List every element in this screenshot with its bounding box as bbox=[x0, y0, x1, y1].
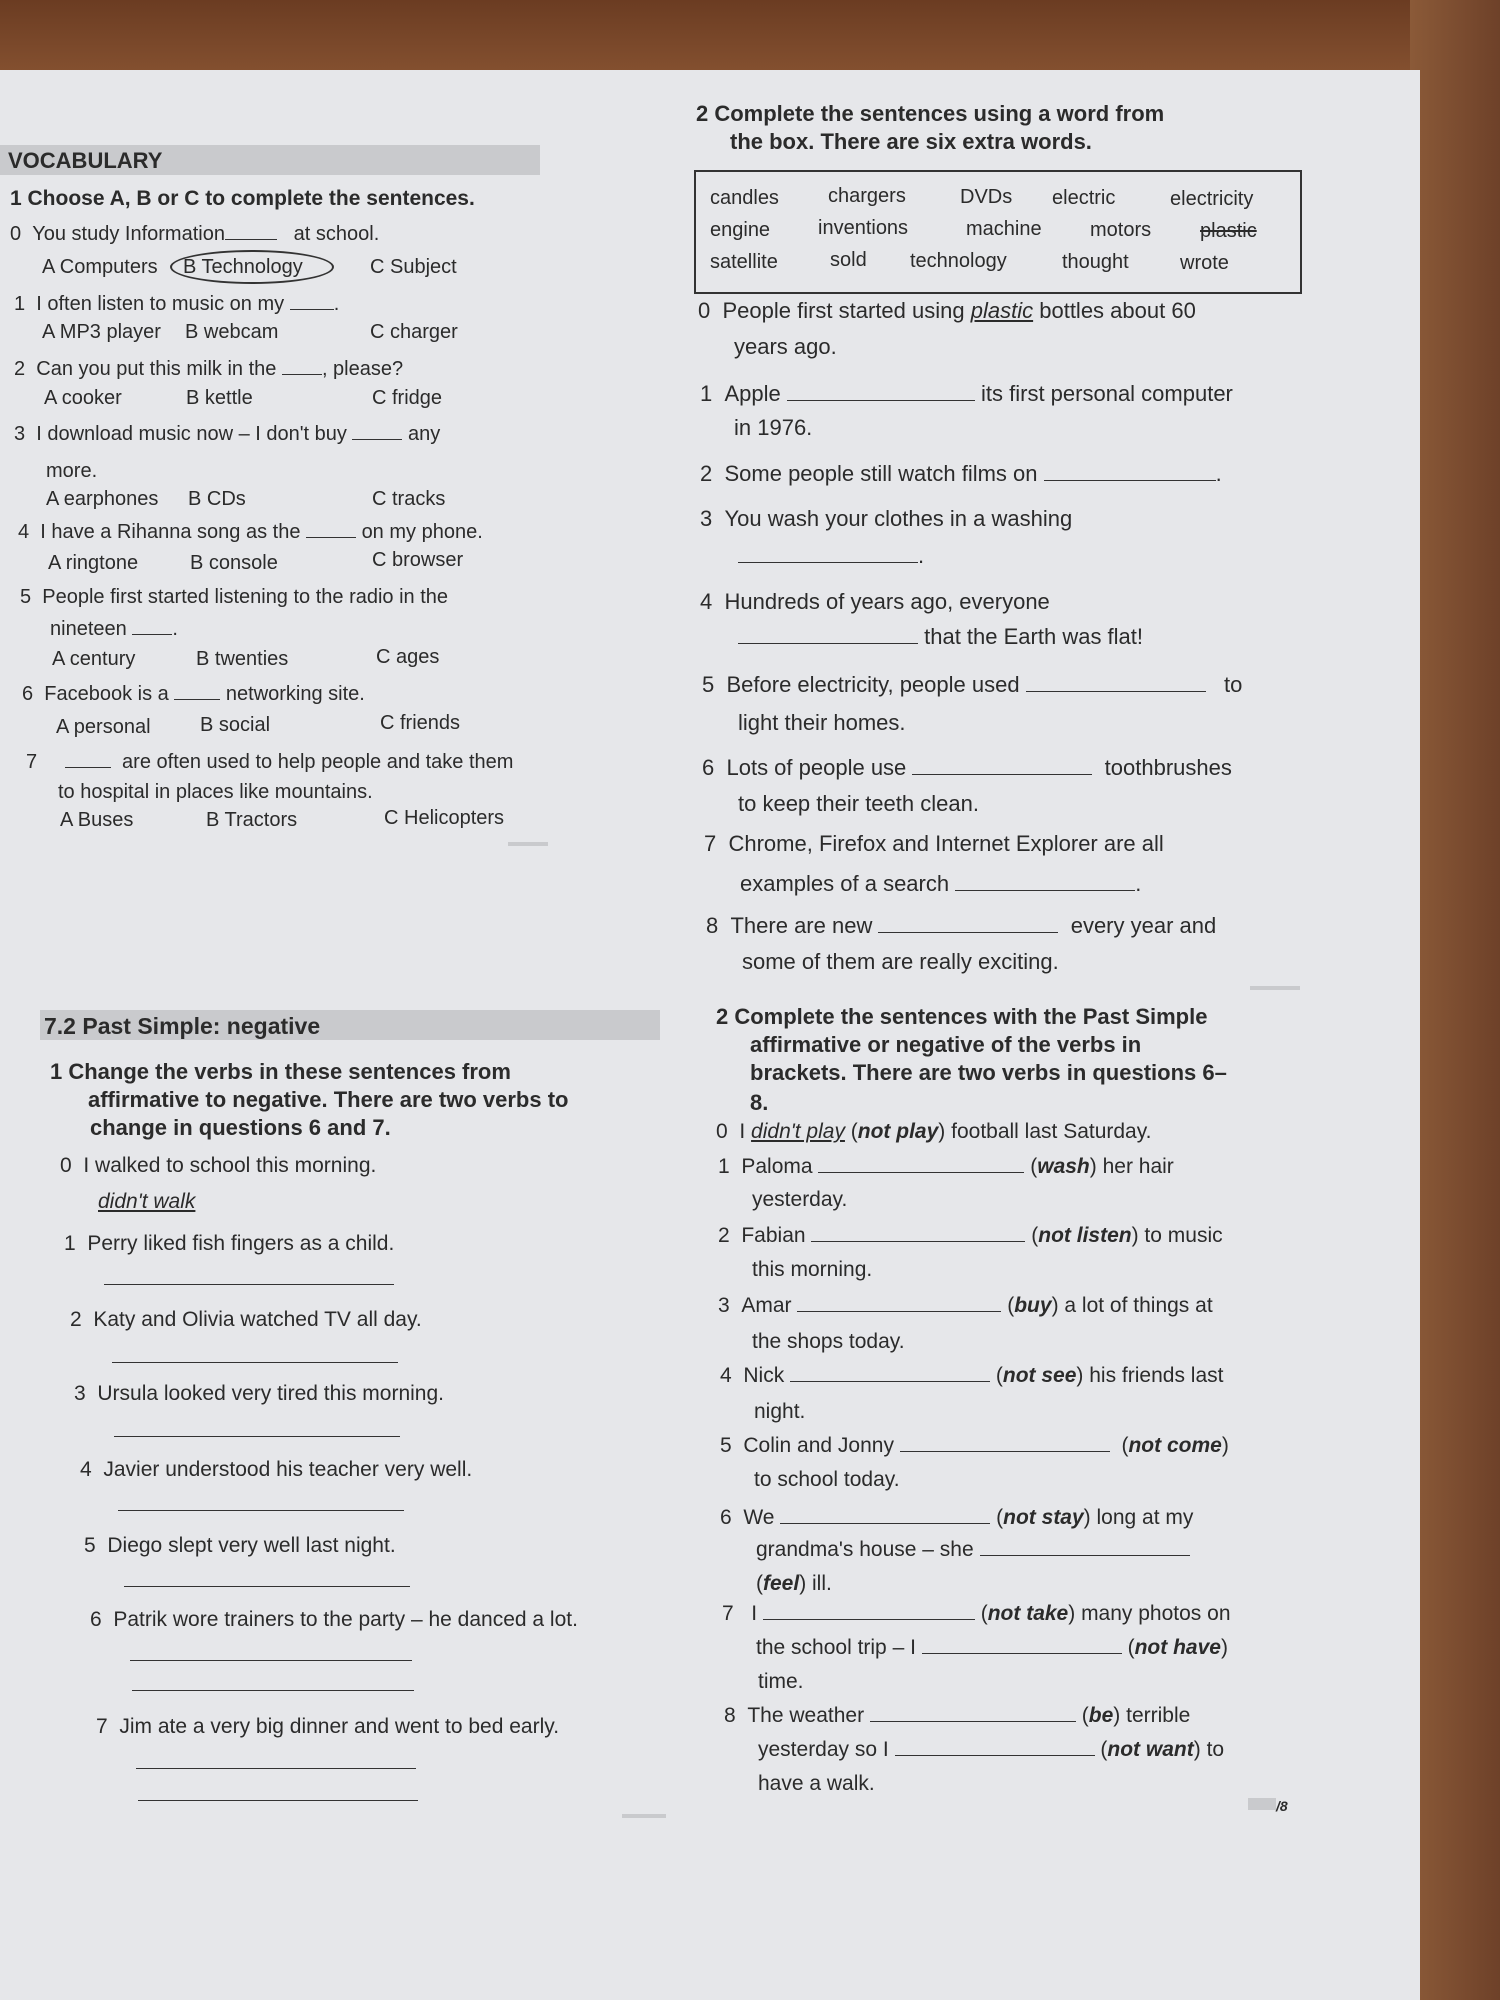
score-box bbox=[1248, 1798, 1276, 1810]
grammar-ex1-title: affirmative to negative. There are two verbs to bbox=[88, 1087, 569, 1112]
word-box-word: candles bbox=[710, 187, 779, 209]
grammar-ex1-title: change in questions 6 and 7. bbox=[90, 1115, 391, 1140]
word-box-word: sold bbox=[830, 249, 867, 271]
word-box-word: thought bbox=[1062, 251, 1129, 273]
score-label: /8 bbox=[1276, 1798, 1288, 1814]
divider-mark bbox=[622, 1814, 666, 1818]
worksheet-page: VOCABULARY 1 Choose A, B or C to complete the sentences. 0 You study Information at school. A Computers B Technology C Subject 1 I often listen to music on my . A MP3 player B webcam C charger 2 Can you put this milk in the , please? A cooker B kettle C fridge 3 I download music now – I don't buy any more. A earphones B CDs C tracks 4 I have a Rihanna song as the on my phone. A ringtone B console C browser 5 People first started listening to the radio in the nineteen . A century B twenties C ages 6 Facebook is a networking site. A personal B social C friends 7 are often used to help people and take them to hospital in places like mountains. A Buses B Tractors C Helicopters 2 Complete the sentences using a word from the box. There are six extra words. candles chargers DVDs electric electricity engine inventions machine motors plastic satellite sold technology thought wrote 0 People first started using plastic bottles about 60 years ago. 1 Apple its first personal computer in 1976. 2 Some people still watch films on . 3 You wash your clothes in a washing . 4 Hundreds of years ago, everyone that the Earth was flat! 5 Before electricity, people used to light their homes. 6 Lots of people use toothbrushes to keep their teeth clean. 7 Chrome, Firefox and Internet Explorer are all examples of a search . 8 There are new every year and some of them are really exciting. 7.2 Past Simple: negative 1 Change the verbs in these sentences from affirmative to negative. There are two verbs to change in questions 6 and 7. 0 I walked to school this morning. didn't walk 1 Perry liked fish fingers as a child. 2 Katy and Olivia watched TV all day. 3 Ursula looked very tired this morning. 4 Javier understood his teacher very well. 5 Diego slept very well last night. 6 Patrik wore trainers to the party – he danced a lot. 7 Jim ate a very big dinner and went to bed early. 2 Complete the sentences with the Past Simple affirmative or negative of the verbs in brackets. There are two verbs in questions 6– 8. 0 I didn't play (not play) football last Saturday. 1 Paloma (wash) her hair yesterday. 2 Fabian (not listen) to music this morning. 3 Amar (buy) a lot of things at the shops today. 4 Nick (not see) his friends last night. 5 Colin and Jonny (not come) to school today. 6 We (not stay) long at my grandma's house – she (feel) ill. 7 I (not take) many photos on the school trip – I (not have) time. 8 The weather (be) terrible yesterday so I (not want) to have a walk. /8 bbox=[0, 70, 1420, 2000]
grammar-ex1-title: 1 Change the verbs in these sentences from bbox=[50, 1059, 511, 1084]
divider-mark bbox=[1250, 986, 1300, 990]
grammar-ex2-example: 0 I didn't play (not play) football last Saturday. bbox=[716, 1120, 1152, 1143]
word-box-word: electricity bbox=[1170, 188, 1254, 210]
vocab-ex2-title-line2: the box. There are six extra words. bbox=[730, 129, 1092, 154]
word-box-word: machine bbox=[966, 218, 1042, 240]
word-box-word: DVDs bbox=[960, 186, 1013, 208]
word-box-word: technology bbox=[910, 250, 1007, 272]
word-box-word: satellite bbox=[710, 251, 778, 273]
word-box-word: motors bbox=[1090, 219, 1152, 241]
word-box-word: electric bbox=[1052, 187, 1116, 209]
word-box-word: chargers bbox=[828, 185, 906, 207]
word-box-word: wrote bbox=[1180, 252, 1229, 274]
grammar-ex2-title: affirmative or negative of the verbs in bbox=[750, 1032, 1142, 1057]
wood-background-right bbox=[1410, 0, 1500, 2000]
word-box-word-crossed: plastic bbox=[1200, 220, 1257, 242]
vocab-ex1-title: 1 Choose A, B or C to complete the sentences. bbox=[10, 187, 475, 210]
answer-circle-mark bbox=[170, 250, 334, 284]
vocabulary-heading: VOCABULARY bbox=[8, 148, 163, 173]
grammar-heading: 7.2 Past Simple: negative bbox=[44, 1013, 321, 1039]
grammar-ex2-title: brackets. There are two verbs in questions 6– bbox=[750, 1060, 1227, 1085]
word-box-word: inventions bbox=[818, 217, 909, 239]
vocab-ex2-title-line1: 2 Complete the sentences using a word from bbox=[696, 101, 1165, 126]
grammar-ex2-title: 2 Complete the sentences with the Past Simple bbox=[716, 1004, 1208, 1029]
divider-mark bbox=[508, 842, 548, 846]
answer-circled: B Technology bbox=[183, 256, 303, 278]
word-box-word: engine bbox=[710, 219, 771, 241]
grammar-ex2-title: 8. bbox=[750, 1090, 769, 1115]
